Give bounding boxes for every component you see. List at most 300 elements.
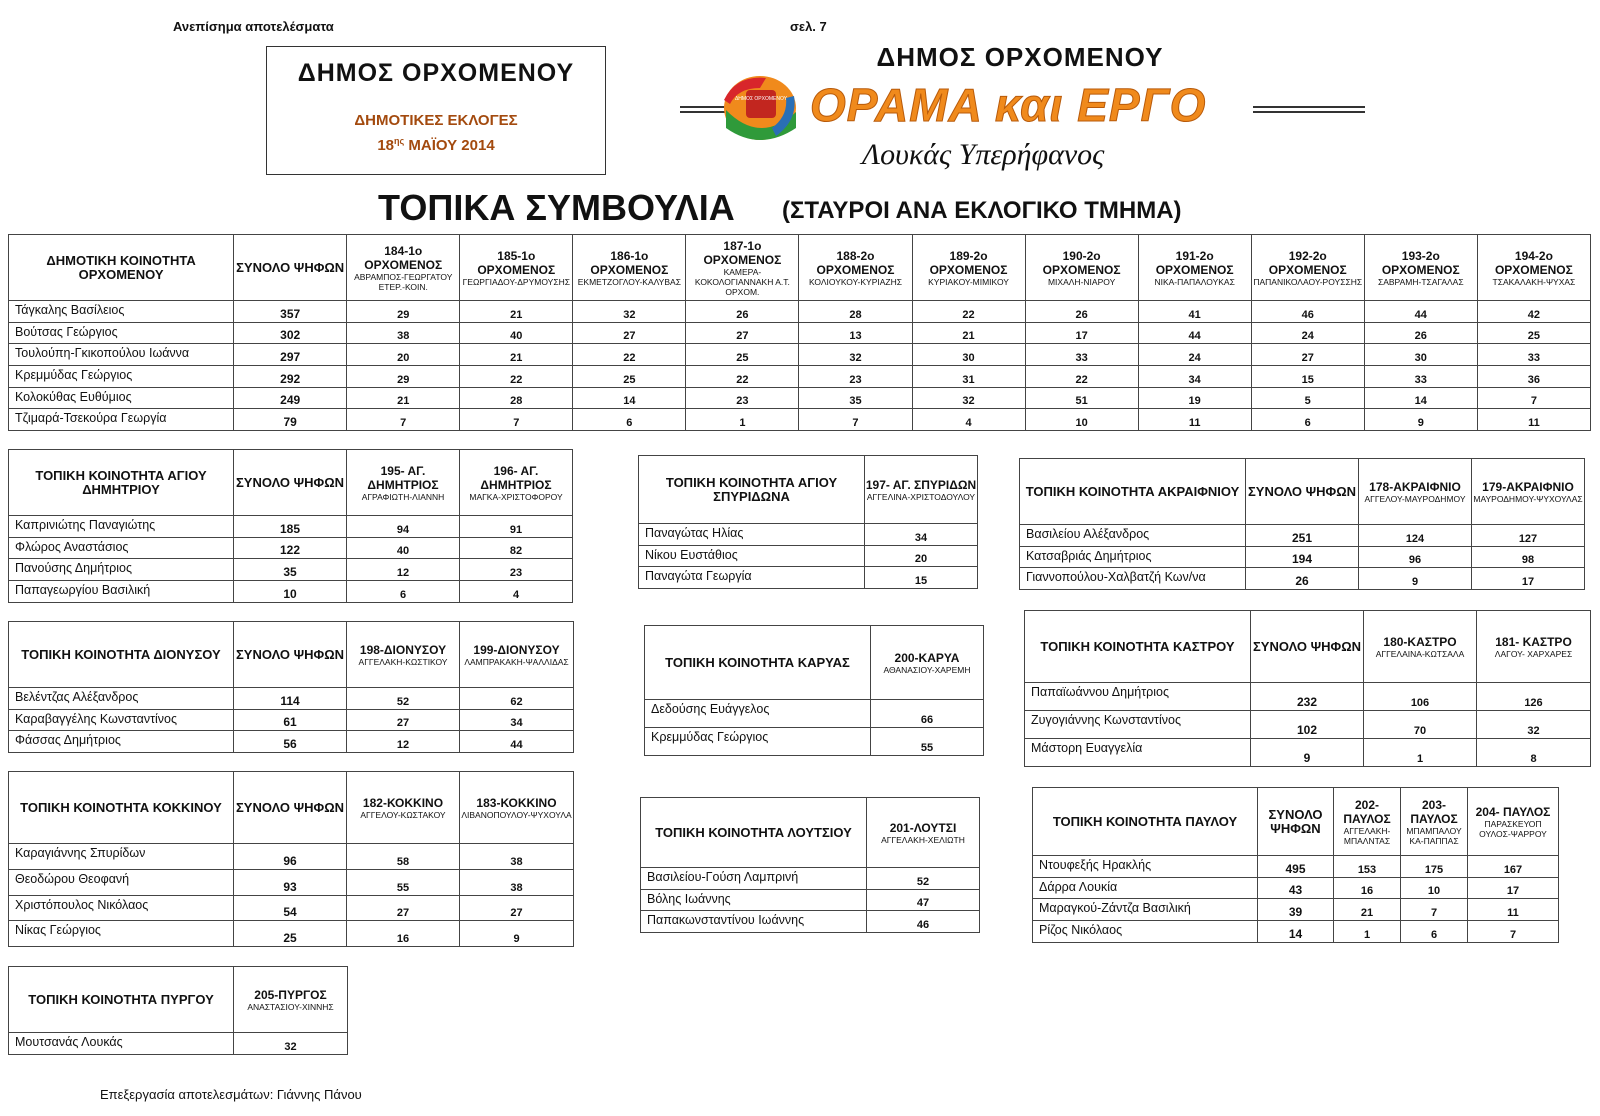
station-votes: 175: [1401, 856, 1468, 878]
table-karya: [644, 625, 984, 756]
station-votes: 70: [1364, 711, 1477, 739]
table-row: [9, 688, 574, 710]
community-header: ΤΟΠΙΚΗ ΚΟΙΝΟΤΗΤΑ ΚΑΣΤΡΟΥ: [1025, 611, 1251, 683]
station-votes: 30: [1364, 344, 1477, 366]
table-row: [641, 889, 980, 911]
elections-suffix: ης: [394, 136, 405, 146]
total-votes: 357: [234, 301, 347, 323]
community-header: ΤΟΠΙΚΗ ΚΟΙΝΟΤΗΤΑ ΚΟΚΚΙΝΟΥ: [9, 772, 234, 844]
station-votes: 51: [1025, 387, 1138, 409]
table-header-row: [641, 798, 980, 868]
polling-station-committee: ΑΓΓΕΛΑΚΗ-ΚΩΣΤΙΚΟΥ: [358, 656, 448, 667]
station-votes: 9: [1364, 409, 1477, 431]
station-votes: 22: [1025, 366, 1138, 388]
candidate-name: Παπαγεωργίου Βασιλική: [9, 581, 234, 603]
polling-station-header: [573, 235, 686, 301]
station-votes: 17: [1472, 568, 1585, 590]
candidate-name: Γιαννοπούλου-Χαλβατζή Κων/να: [1020, 568, 1246, 590]
candidate-name: Πανούσης Δημήτριος: [9, 559, 234, 581]
polling-station-header: [460, 235, 573, 301]
station-votes: 21: [1334, 899, 1401, 921]
station-votes: 10: [1025, 409, 1138, 431]
total-votes-header: ΣΥΝΟΛΟ ΨΗΦΩΝ: [1246, 459, 1359, 525]
table-row: [9, 581, 573, 603]
polling-station-title: 202- ΠΑΥΛΟΣ: [1343, 797, 1391, 826]
total-votes-header: ΣΥΝΟΛΟ ΨΗΦΩΝ: [1258, 788, 1334, 856]
polling-station-header: [1468, 788, 1559, 856]
station-votes: 15: [1251, 366, 1364, 388]
station-votes: 16: [347, 921, 460, 947]
station-votes: 29: [347, 366, 460, 388]
polling-station-title: 181- ΚΑΣΤΡΟ: [1495, 634, 1572, 649]
polling-station-header: [912, 235, 1025, 301]
polling-station-committee: ΕΚΜΕΤΖΟΓΛΟΥ-ΚΑΛΥΒΑΣ: [577, 276, 681, 287]
candidate-name: Ντουφεξής Ηρακλής: [1033, 856, 1258, 878]
candidate-name: Κρεμμύδας Γεώργιος: [645, 728, 871, 756]
station-votes: 25: [686, 344, 799, 366]
station-votes: 4: [912, 409, 1025, 431]
station-votes: 38: [460, 844, 574, 870]
station-votes: 42: [1477, 301, 1590, 323]
station-votes: 16: [1334, 877, 1401, 899]
polling-station-title: 199-ΔΙΟΝΥΣΟΥ: [473, 642, 560, 657]
total-votes: 54: [234, 895, 347, 921]
station-votes: 44: [460, 731, 574, 753]
community-header: ΤΟΠΙΚΗ ΚΟΙΝΟΤΗΤΑ ΠΥΡΓΟΥ: [9, 967, 234, 1033]
candidate-name: Νίκας Γεώργιος: [9, 921, 234, 947]
station-votes: 40: [460, 322, 573, 344]
candidate-name: Τάγκαλης Βασίλειος: [9, 301, 234, 323]
table-header-row: [9, 622, 574, 688]
table-header-row: [9, 967, 348, 1033]
station-votes: 52: [347, 688, 460, 710]
station-votes: 4: [460, 581, 573, 603]
station-votes: 9: [1359, 568, 1472, 590]
polling-station-header: [867, 798, 980, 868]
candidate-name: Μουτσανάς Λουκάς: [9, 1033, 234, 1055]
station-votes: 44: [1364, 301, 1477, 323]
station-votes: 27: [460, 895, 574, 921]
station-votes: 98: [1472, 546, 1585, 568]
community-header: ΤΟΠΙΚΗ ΚΟΙΝΟΤΗΤΑ ΑΓΙΟΥ ΣΠΥΡΙΔΩΝΑ: [639, 456, 865, 524]
candidate-name: Χριστόπουλος Νικόλαος: [9, 895, 234, 921]
candidate-name: Παναγώτα Γεωργία: [639, 567, 865, 589]
table-header-row: [9, 772, 574, 844]
brand-municipality: ΔΗΜΟΣ ΟΡΧΟΜΕΝΟΥ: [876, 42, 1164, 72]
station-votes: 32: [912, 387, 1025, 409]
municipality-box: [266, 46, 606, 175]
station-votes: 36: [1477, 366, 1590, 388]
polling-station-committee: ΑΓΓΕΛΑΙΝΑ-ΚΩΤΣΑΛΑ: [1375, 648, 1465, 659]
table-header-row: [1033, 788, 1559, 856]
table-row: [9, 344, 1591, 366]
station-votes: 6: [347, 581, 460, 603]
total-votes: 251: [1246, 525, 1359, 547]
candidate-name: Ζυγογιάννης Κωνσταντίνος: [1025, 711, 1251, 739]
station-votes: 17: [1025, 322, 1138, 344]
station-votes: 19: [1138, 387, 1251, 409]
polling-station-title: 193-2ο ΟΡΧΟΜΕΝΟΣ: [1381, 248, 1460, 277]
polling-station-title: 185-1ο ΟΡΧΟΜΕΝΟΣ: [477, 248, 556, 277]
polling-station-header: [234, 967, 348, 1033]
candidate-name: Καπρινιώτης Παναγιώτης: [9, 516, 234, 538]
station-votes: 21: [460, 301, 573, 323]
station-votes: 55: [871, 728, 984, 756]
station-votes: 32: [234, 1033, 348, 1055]
community-header: ΔΗΜΟΤΙΚΗ ΚΟΙΝΟΤΗΤΑ ΟΡΧΟΜΕΝΟΥ: [9, 235, 234, 301]
station-votes: 28: [460, 387, 573, 409]
total-votes: 9: [1251, 739, 1364, 767]
table-row: [9, 709, 574, 731]
station-votes: 31: [912, 366, 1025, 388]
table-header-row: [1020, 459, 1585, 525]
total-votes: 185: [234, 516, 347, 538]
community-header: ΤΟΠΙΚΗ ΚΟΙΝΟΤΗΤΑ ΠΑΥΛΟΥ: [1033, 788, 1258, 856]
station-votes: 7: [1401, 899, 1468, 921]
station-votes: 1: [1364, 739, 1477, 767]
station-votes: 91: [460, 516, 573, 538]
polling-station-header: [686, 235, 799, 301]
polling-station-title: 179-ΑΚΡΑΙΦΝΙΟ: [1482, 479, 1574, 494]
table-row: [1033, 921, 1559, 943]
station-votes: 33: [1477, 344, 1590, 366]
station-votes: 27: [573, 322, 686, 344]
candidate-name: Νίκου Ευστάθιος: [639, 545, 865, 567]
station-votes: 12: [347, 559, 460, 581]
total-votes: 43: [1258, 877, 1334, 899]
station-votes: 124: [1359, 525, 1472, 547]
candidate-name: Παπακωνσταντίνου Ιωάννης: [641, 911, 867, 933]
table-header-row: [645, 626, 984, 700]
candidate-name: Βασιλείου Αλέξανδρος: [1020, 525, 1246, 547]
table-row: [639, 545, 978, 567]
total-votes: 122: [234, 537, 347, 559]
polling-station-committee: ΑΘΑΝΑΣΙΟΥ-ΧΑΡΕΜΗ: [883, 664, 971, 675]
polling-station-header: [871, 626, 984, 700]
polling-station-header: [347, 622, 460, 688]
candidate-name: Βελέντζας Αλέξανδρος: [9, 688, 234, 710]
total-votes-header: ΣΥΝΟΛΟ ΨΗΦΩΝ: [234, 772, 347, 844]
total-votes: 25: [234, 921, 347, 947]
table-header-row: [639, 456, 978, 524]
station-votes: 11: [1138, 409, 1251, 431]
station-votes: 47: [867, 889, 980, 911]
station-votes: 1: [1334, 921, 1401, 943]
station-votes: 38: [347, 322, 460, 344]
station-votes: 26: [686, 301, 799, 323]
community-header: ΤΟΠΙΚΗ ΚΟΙΝΟΤΗΤΑ ΛΟΥΤΣΙΟΥ: [641, 798, 867, 868]
candidate-name: Κατσαβριάς Δημήτριος: [1020, 546, 1246, 568]
table-row: [9, 322, 1591, 344]
station-votes: 41: [1138, 301, 1251, 323]
polling-station-title: 200-ΚΑΡΥΑ: [894, 650, 960, 665]
polling-station-header: [1251, 235, 1364, 301]
candidate-name: Θεοδώρου Θεοφανή: [9, 869, 234, 895]
polling-station-committee: ΑΓΓΕΛΟΥ-ΚΩΣΤΑΚΟΥ: [360, 809, 446, 820]
table-row: [9, 895, 574, 921]
community-header: ΤΟΠΙΚΗ ΚΟΙΝΟΤΗΤΑ ΚΑΡΥΑΣ: [645, 626, 871, 700]
station-votes: 34: [865, 524, 978, 546]
station-votes: 14: [573, 387, 686, 409]
candidate-name: Κολοκύθας Ευθύμιος: [9, 387, 234, 409]
station-votes: 7: [799, 409, 912, 431]
station-votes: 34: [1138, 366, 1251, 388]
table-header-row: [9, 450, 573, 516]
polling-station-title: 194-2ο ΟΡΧΟΜΕΝΟΣ: [1494, 248, 1573, 277]
polling-station-header: [460, 772, 574, 844]
candidate-name: Φάσσας Δημήτριος: [9, 731, 234, 753]
station-votes: 26: [1025, 301, 1138, 323]
total-votes: 35: [234, 559, 347, 581]
station-votes: 96: [1359, 546, 1472, 568]
table-row: [1020, 546, 1585, 568]
station-votes: 44: [1138, 322, 1251, 344]
station-votes: 21: [347, 387, 460, 409]
station-votes: 52: [867, 868, 980, 890]
station-votes: 22: [912, 301, 1025, 323]
polling-station-header: [865, 456, 978, 524]
polling-station-title: 198-ΔΙΟΝΥΣΟΥ: [359, 642, 447, 657]
polling-station-header: [460, 622, 574, 688]
station-votes: 40: [347, 537, 460, 559]
station-votes: 7: [1477, 387, 1590, 409]
table-row: [1020, 568, 1585, 590]
table-header-row: [1025, 611, 1591, 683]
table-row: [9, 731, 574, 753]
total-votes: 61: [234, 709, 347, 731]
community-header: ΤΟΠΙΚΗ ΚΟΙΝΟΤΗΤΑ ΑΚΡΑΙΦΝΙΟΥ: [1020, 459, 1246, 525]
polling-station-title: 189-2ο ΟΡΧΟΜΕΝΟΣ: [929, 248, 1008, 277]
polling-station-header: [1477, 235, 1590, 301]
station-votes: 10: [1401, 877, 1468, 899]
table-pavlos: [1032, 787, 1559, 943]
table-row: [1033, 877, 1559, 899]
table-pyrgos: [8, 966, 348, 1055]
polling-station-committee: ΣΑΒΡΑΜΗ-ΤΣΑΓΑΛΑΣ: [1377, 276, 1464, 287]
polling-station-header: [1472, 459, 1585, 525]
candidate-name: Δεδούσης Ευάγγελος: [645, 700, 871, 728]
polling-station-title: 190-2ο ΟΡΧΟΜΕΝΟΣ: [1042, 248, 1121, 277]
station-votes: 27: [1251, 344, 1364, 366]
polling-station-committee: ΠΑΡΑΣΚΕΥΟΠ ΟΥΛΟΣ-ΨΑΡΡΟΥ: [1479, 818, 1547, 839]
polling-station-committee: ΑΓΓΕΛΟΥ-ΜΑΥΡΟΔΗΜΟΥ: [1364, 493, 1466, 504]
station-votes: 153: [1334, 856, 1401, 878]
table-row: [639, 524, 978, 546]
station-votes: 20: [865, 545, 978, 567]
polling-station-header: [799, 235, 912, 301]
polling-station-committee: ΛΑΜΠΡΑΚΑΚΗ-ΨΑΛΛΙΔΑΣ: [464, 656, 569, 667]
table-loutsi: [640, 797, 980, 933]
polling-station-committee: ΑΓΓΕΛΙΝΑ-ΧΡΙΣΤΟΔΟΥΛΟΥ: [866, 491, 976, 502]
total-votes: 302: [234, 322, 347, 344]
candidate-name: Βασιλείου-Γούση Λαμπρινή: [641, 868, 867, 890]
station-votes: 127: [1472, 525, 1585, 547]
table-header-row: [9, 235, 1591, 301]
station-votes: 7: [347, 409, 460, 431]
polling-station-committee: ΑΓΓΕΛΑΚΗ-ΧΕΛΙΩΤΗ: [881, 834, 965, 845]
station-votes: 46: [1251, 301, 1364, 323]
station-votes: 15: [865, 567, 978, 589]
polling-station-committee: ΜΑΥΡΟΔΗΜΟΥ-ΨΥΧΟΥΛΑΣ: [1473, 493, 1583, 504]
station-votes: 27: [347, 709, 460, 731]
table-row: [9, 301, 1591, 323]
table-agios-spyridonas: [638, 455, 978, 589]
station-votes: 27: [347, 895, 460, 921]
station-votes: 23: [686, 387, 799, 409]
total-votes-header: ΣΥΝΟΛΟ ΨΗΦΩΝ: [234, 622, 347, 688]
station-votes: 34: [460, 709, 574, 731]
station-votes: 58: [347, 844, 460, 870]
polling-station-title: 186-1ο ΟΡΧΟΜΕΝΟΣ: [590, 248, 669, 277]
station-votes: 28: [799, 301, 912, 323]
table-row: [9, 869, 574, 895]
polling-station-header: [1401, 788, 1468, 856]
total-votes: 194: [1246, 546, 1359, 568]
page-number: σελ. 7: [790, 19, 827, 34]
polling-station-committee: ΜΑΓΚΑ-ΧΡΙΣΤΟΦΟΡΟΥ: [469, 491, 563, 502]
table-agios-dimitrios: [8, 449, 573, 603]
station-votes: 11: [1468, 899, 1559, 921]
table-akraifnio: [1019, 458, 1585, 590]
page-subtitle: (ΣΤΑΥΡΟΙ ΑΝΑ ΕΚΛΟΓΙΚΟ ΤΜΗΜΑ): [782, 197, 1182, 224]
polling-station-title: 180-ΚΑΣΤΡΟ: [1383, 634, 1457, 649]
station-votes: 24: [1251, 322, 1364, 344]
station-votes: 26: [1364, 322, 1477, 344]
polling-station-title: 203- ΠΑΥΛΟΣ: [1410, 797, 1458, 826]
polling-station-header: [1364, 235, 1477, 301]
table-row: [9, 1033, 348, 1055]
polling-station-header: [1364, 611, 1477, 683]
station-votes: 55: [347, 869, 460, 895]
table-row: [9, 559, 573, 581]
total-votes: 39: [1258, 899, 1334, 921]
polling-station-committee: ΤΣΑΚΑΛΑΚΗ-ΨΥΧΑΣ: [1492, 276, 1576, 287]
station-votes: 7: [1468, 921, 1559, 943]
table-row: [9, 366, 1591, 388]
elections-label: [267, 110, 605, 156]
table-row: [1025, 711, 1591, 739]
station-votes: 22: [573, 344, 686, 366]
table-row: [1033, 899, 1559, 921]
station-votes: 6: [573, 409, 686, 431]
total-votes: 10: [234, 581, 347, 603]
elections-month: ΜΑΪΟΥ 2014: [404, 137, 495, 154]
polling-station-title: 192-2ο ΟΡΧΟΜΕΝΟΣ: [1268, 248, 1347, 277]
polling-station-header: [347, 450, 460, 516]
polling-station-header: [460, 450, 573, 516]
polling-station-committee: ΚΑΜΕΡΑ-ΚΟΚΟΛΟΓΙΑΝΝΑΚΗ Α.Τ. ΟΡΧΟΜ.: [694, 266, 790, 297]
station-votes: 22: [686, 366, 799, 388]
table-row: [1025, 683, 1591, 711]
elections-line1: ΔΗΜΟΤΙΚΕΣ ΕΚΛΟΓΕΣ: [354, 112, 518, 129]
table-dionysos: [8, 621, 574, 753]
station-votes: 27: [686, 322, 799, 344]
logo-text: ΔΗΜΟΣ ΟΡΧΟΜΕΝΟΥ: [734, 96, 788, 102]
table-row: [1025, 739, 1591, 767]
station-votes: 14: [1364, 387, 1477, 409]
table-kastro: [1024, 610, 1591, 767]
total-votes: 26: [1246, 568, 1359, 590]
station-votes: 29: [347, 301, 460, 323]
station-votes: 23: [460, 559, 573, 581]
station-votes: 12: [347, 731, 460, 753]
table-row: [645, 728, 984, 756]
candidate-name: Τζιμαρά-Τσεκούρα Γεωργία: [9, 409, 234, 431]
station-votes: 62: [460, 688, 574, 710]
polling-station-header: [347, 235, 460, 301]
station-votes: 23: [799, 366, 912, 388]
station-votes: 33: [1364, 366, 1477, 388]
candidate-name: Παναγώτας Ηλίας: [639, 524, 865, 546]
polling-station-title: 182-ΚΟΚΚΙΝΟ: [362, 795, 444, 810]
station-votes: 33: [1025, 344, 1138, 366]
station-votes: 8: [1477, 739, 1591, 767]
polling-station-committee: ΓΕΩΡΓΙΑΔΟΥ-ΔΡΥΜΟΥΣΗΣ: [462, 276, 570, 287]
station-votes: 25: [1477, 322, 1590, 344]
station-votes: 6: [1401, 921, 1468, 943]
station-votes: 126: [1477, 683, 1591, 711]
station-votes: 106: [1364, 683, 1477, 711]
brand-logo-icon: [716, 70, 806, 146]
community-header: ΤΟΠΙΚΗ ΚΟΙΝΟΤΗΤΑ ΔΙΟΝΥΣΟΥ: [9, 622, 234, 688]
table-row: [645, 700, 984, 728]
table-row: [1020, 525, 1585, 547]
station-votes: 21: [460, 344, 573, 366]
polling-station-title: 187-1ο ΟΡΧΟΜΕΝΟΣ: [703, 238, 782, 267]
municipality-title: ΔΗΜΟΣ ΟΡΧΟΜΕΝΟΥ: [297, 59, 575, 87]
station-votes: 11: [1477, 409, 1590, 431]
polling-station-title: 195- ΑΓ. ΔΗΜΗΤΡΙΟΣ: [367, 463, 439, 492]
polling-station-committee: ΠΑΠΑΝΙΚΟΛΑΟΥ-ΡΟΥΣΣΗΣ: [1253, 276, 1363, 287]
polling-station-committee: ΚΟΛΙΟΥΚΟΥ-ΚΥΡΙΑΖΗΣ: [808, 276, 902, 287]
table-row: [641, 868, 980, 890]
elections-day: 18: [377, 137, 395, 154]
candidate-name: Τουλούπη-Γκικοπούλου Ιωάννα: [9, 344, 234, 366]
table-row: [641, 911, 980, 933]
table-row: [1033, 856, 1559, 878]
polling-station-header: [1025, 235, 1138, 301]
total-votes-header: ΣΥΝΟΛΟ ΨΗΦΩΝ: [234, 235, 347, 301]
station-votes: 82: [460, 537, 573, 559]
table-row: [9, 516, 573, 538]
unofficial-results-note: Ανεπίσημα αποτελέσματα: [173, 19, 334, 34]
total-votes: 102: [1251, 711, 1364, 739]
station-votes: 46: [867, 911, 980, 933]
station-votes: 25: [573, 366, 686, 388]
total-votes: 292: [234, 366, 347, 388]
polling-station-committee: ΜΠΑΜΠΑΛΟΥ ΚΑ-ΠΑΠΠΑΣ: [1406, 825, 1462, 846]
brand-leader: Λουκάς Υπερήφανος: [862, 138, 1105, 171]
station-votes: 66: [871, 700, 984, 728]
station-votes: 32: [1477, 711, 1591, 739]
polling-station-header: [347, 772, 460, 844]
candidate-name: Μαραγκού-Ζάντζα Βασιλική: [1033, 899, 1258, 921]
station-votes: 32: [799, 344, 912, 366]
candidate-name: Μάστορη Ευαγγελία: [1025, 739, 1251, 767]
table-row: [639, 567, 978, 589]
station-votes: 13: [799, 322, 912, 344]
polling-station-title: 196- ΑΓ. ΔΗΜΗΤΡΙΟΣ: [480, 463, 552, 492]
station-votes: 7: [460, 409, 573, 431]
station-votes: 32: [573, 301, 686, 323]
table-row: [9, 387, 1591, 409]
brand-name: ΟΡΑΜΑ και ΕΡΓΟ: [810, 79, 1207, 131]
station-votes: 5: [1251, 387, 1364, 409]
total-votes: 297: [234, 344, 347, 366]
candidate-name: Καραβαγγέλης Κωνσταντίνος: [9, 709, 234, 731]
footer-credit: Επεξεργασία αποτελεσμάτων: Γιάννης Πάνου: [100, 1087, 362, 1102]
brand-line-right: [1253, 106, 1365, 113]
